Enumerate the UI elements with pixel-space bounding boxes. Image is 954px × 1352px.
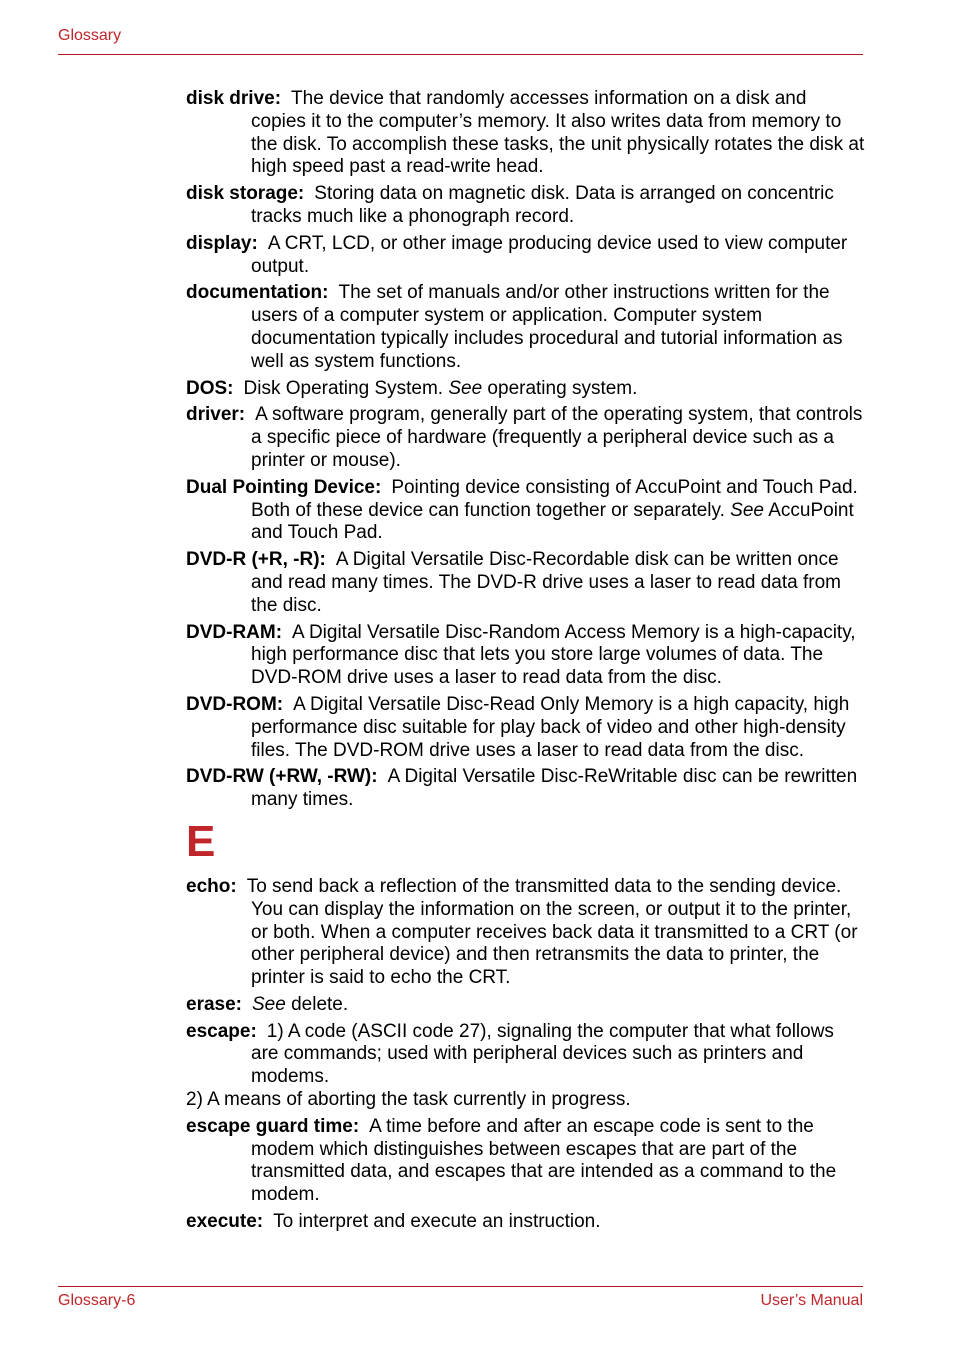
glossary-definition-text: Pointing device consisting of AccuPoint and Touch Pad. Both of these device can function together or separately. — [251, 476, 858, 521]
glossary-entry — [186, 549, 866, 617]
glossary-term: DVD-RW (+RW, -RW): — [186, 766, 378, 788]
glossary-term: escape: — [186, 1020, 257, 1042]
glossary-term: documentation: — [186, 282, 329, 304]
glossary-entry — [186, 233, 866, 279]
section-letter: E — [186, 816, 216, 866]
entries-d — [186, 88, 866, 812]
glossary-definition-text: The device that randomly accesses information on a disk and copies it to the computer’s memory. It also writes data from memory to the disk. To accomplish these tasks, the unit physically rotates the disk at high speed past a read-write head. — [251, 88, 865, 178]
glossary-definition-text: operating system. — [482, 377, 638, 399]
glossary-definition-text: delete. — [285, 993, 349, 1015]
glossary-entry — [186, 183, 866, 229]
glossary-definition-text: A Digital Versatile Disc-Random Access Memory is a high-capacity, high performance disc that lets you store large volumes of data. The DVD-ROM drive uses a laser to read data from the disc. — [251, 621, 856, 689]
glossary-definition-text: To interpret and execute an instruction. — [273, 1211, 601, 1233]
glossary-definition-text: A Digital Versatile Disc-Recordable disk can be written once and read many times. The DVD-R drive uses a laser to read data from the disc. — [251, 549, 841, 616]
glossary-definition-text: 1) A code (ASCII code 27), signaling the computer that what follows are commands; used with peripheral devices such as printers and modems. — [251, 1020, 834, 1088]
glossary-entry — [186, 622, 866, 690]
glossary-definition-text: A software program, generally part of the operating system, that controls a specific piece of hardware (frequently a peripheral device such as a printer or mouse). — [251, 404, 863, 471]
glossary-definition-text: AccuPoint and Touch Pad. — [251, 499, 854, 544]
glossary-entry — [186, 88, 866, 179]
glossary-term: execute: — [186, 1211, 264, 1233]
glossary-entry — [186, 994, 866, 1017]
cross-reference-see: See — [448, 377, 483, 399]
glossary-entries — [186, 88, 866, 1238]
glossary-term: DVD-ROM: — [186, 693, 284, 715]
cross-reference-see: See — [252, 993, 286, 1015]
glossary-term: Dual Pointing Device: — [186, 476, 382, 498]
glossary-term: display: — [186, 232, 258, 254]
entries-e — [186, 876, 866, 1234]
glossary-entry — [186, 1211, 866, 1234]
glossary-entry — [186, 1021, 866, 1112]
glossary-definition-text: A time before and after an escape code is sent to the modem which distinguishes between escapes that are part of the transmitted data, and escapes that are intended as a command to the modem. — [251, 1115, 837, 1206]
glossary-definition-text: The set of manuals and/or other instructions written for the users of a computer system or application. Computer system documentation typically includes procedural and tutorial information as well as system functions. — [251, 282, 843, 372]
glossary-definition-text: A CRT, LCD, or other image producing device used to view computer output. — [251, 232, 848, 277]
glossary-definition-text: To send back a reflection of the transmitted data to the sending device. You can display the information on the screen, or output it to the printer, or both. When a computer receives back data it transmitted to a CRT (or other peripheral device) and then retransmits the data to printer, the printer is said to echo the CRT. — [246, 875, 858, 989]
glossary-entry — [186, 766, 866, 812]
header-rule — [58, 54, 863, 55]
glossary-term: driver: — [186, 404, 246, 426]
glossary-term: DOS: — [186, 377, 234, 399]
glossary-entry — [186, 477, 866, 545]
glossary-definition-continuation: 2) A means of aborting the task currently in progress. — [186, 1089, 631, 1111]
glossary-entry — [186, 404, 866, 472]
glossary-entry — [186, 694, 866, 762]
glossary-entry — [186, 1116, 866, 1207]
footer-manual-title: User’s Manual — [760, 1292, 863, 1309]
glossary-term: erase: — [186, 993, 242, 1015]
glossary-term: echo: — [186, 875, 237, 897]
glossary-definition-text: Disk Operating System. — [243, 377, 449, 399]
footer-rule — [58, 1286, 863, 1287]
glossary-term: DVD-RAM: — [186, 621, 283, 643]
footer-page-number: Glossary-6 — [58, 1292, 136, 1309]
glossary-term: disk drive: — [186, 88, 282, 109]
glossary-definition-text: A Digital Versatile Disc-Read Only Memory is a high capacity, high performance disc suitable for play back of video and other high-density files. The DVD-ROM drive uses a laser to read data from the disc. — [251, 693, 850, 761]
glossary-term: escape guard time: — [186, 1115, 360, 1137]
glossary-definition-text: Storing data on magnetic disk. Data is arranged on concentric tracks much like a phonograph record. — [251, 183, 834, 227]
glossary-entry — [186, 282, 866, 373]
header-title: Glossary — [58, 27, 122, 44]
glossary-entry — [186, 876, 866, 990]
cross-reference-see: See — [730, 499, 764, 521]
glossary-entry — [186, 378, 866, 401]
glossary-term: DVD-R (+R, -R): — [186, 549, 326, 571]
glossary-term: disk storage: — [186, 183, 305, 205]
glossary-definition-text: A Digital Versatile Disc-ReWritable disc can be rewritten many times. — [251, 766, 858, 811]
